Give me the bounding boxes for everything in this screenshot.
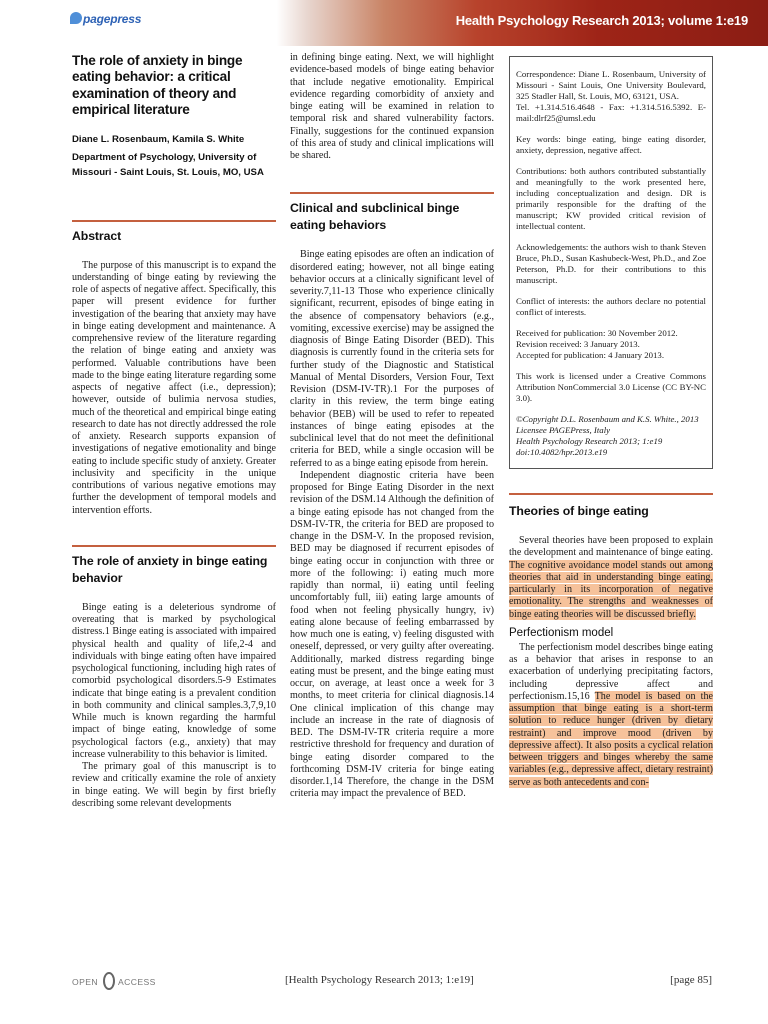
open-access-lock-icon [103, 972, 115, 990]
section-divider [290, 192, 494, 194]
highlighted-text: The cognitive avoidance model stands out among theories that aid in understanding binge eating, particularly in its incorporation of negative emotionality. The strengths and weaknesses of binge eating theories will be discussed briefly. [509, 559, 713, 620]
revision-date: Revision received: 3 January 2013. [516, 339, 640, 349]
abstract-text: The purpose of this manuscript is to expand the understanding of binge eating by reviewing the role of aspects of negative affect. Specifically, this paper will present evidence for further investigation of the bearing that anxiety may have in binge eating development and maintenance. A comprehensive review of the literature regarding the relation of binge eating and anxiety was performed. Valuable contributions have been made to the binge eating literature regarding some aspects of negative affect (i.e., depression); however, outside of bulimia nervosa studies, much of the theoretical and empirical binge eating research to date has not directly addressed the role of anxiety. Research supports expansion of investigations of negative emotionality and binge eating to include specific study of anxiety. Greater inclusivity and specificity in the unique contributions of various negative emotions may further the development of temporal models and intervention efforts. [72, 259, 276, 516]
paragraph: The primary goal of this manuscript is to review and critically examine the role of anxiety in binge eating. We will begin by first briefly describing some relevant developments [72, 761, 276, 809]
paragraph: Binge eating is a deleterious syndrome of overeating that is marked by psychological distress.1 Binge eating is associated with impaired physical health and quality of life,2-4 and individuals with binge eating often have impaired psychological functioning, including high rates of comorbid psychological disorders.5-9 Estimates indicate that binge eating is a prevalent condition in both community and clinical samples.3,7,9,10 While much is known regarding the harmful impact of binge eating, knowledge of some psychological factors (e.g., anxiety) that may increase vulnerability to this behavior is limited. [72, 601, 276, 760]
section-heading-clinical: Clinical and subclinical binge eating behaviors [290, 201, 460, 233]
accepted-date: Accepted for publication: 4 January 2013. [516, 350, 665, 360]
highlighted-text: The model is based on the assumption that binge eating is a short-term solution to reduce hunger (driven by dietary restraint) and improve mood (driven by depressive affect). It also posits a cyclical relation between triggers and binges whereby the same variables (e.g., depressive affect, dietary restraint) serve as both antecedents and con- [509, 690, 713, 788]
paragraph [509, 642, 713, 789]
section-divider [72, 545, 276, 547]
section-divider [72, 220, 276, 222]
keywords: Key words: binge eating, binge eating disorder, anxiety, depression, negative affect. [516, 134, 706, 155]
citation: Health Psychology Research 2013; 1:e19 [516, 436, 663, 446]
contact: Tel. +1.314.516.4648 - Fax: +1.314.516.5392. E-mail:dlrf25@umsl.edu [516, 102, 706, 123]
open-access-left: OPEN [72, 977, 98, 987]
paragraph: Independent diagnostic criteria have been proposed for Binge Eating Disorder in the next revision of the DSM.14 Although the definition of a binge eating episode has not changed from the DSM-IV-TR, the criteria for BED are proposed to change in the DSM-V. In the proposed revision, BED may be diagnosed if recurrent episodes of binge eating occur in conjunction with three or more of the following: i) eating much more rapidly than normal, ii) eating until feeling uncomfortably full, iii) eating large amounts of food when not feeling physically hungry, iv) eating alone because of feeling embarrassed by how much one is eating, v) feeling disgusted with oneself, depressed, or very guilty after overeating. Additionally, marked distress regarding binge eating must be present, and the binge eating must occur, on average, at least once a week for 3 months, to meet criteria for clinical diagnosis.14 One clinical implication of this change may include an increase in the rate of diagnosis of BED. The DSM-IV-TR criteria require a more restrictive threshold for frequency and duration of binge eating disorder compared to the forthcoming DSM-IV criteria for binge eating disorder.1,14 Therefore, the change in the DSM criteria may impact the prevalence of BED. [290, 469, 494, 800]
section-heading-role-of-anxiety: The role of anxiety in binge eating behavior [72, 553, 268, 585]
doi: doi:10.4082/hpr.2013.e19 [516, 447, 608, 457]
article-title: The role of anxiety in binge eating behavior: a critical examination of theory and empirical literature [72, 53, 243, 118]
contributions: Contributions: both authors contributed substantially and meaningfully to the work presented here, including conceptualization and design. DR is primarily responsible for the drafting of the manuscript; KW provided critical revision of intellectual content. [516, 166, 706, 231]
journal-header: Health Psychology Research 2013; volume 1:e19 [455, 13, 748, 28]
paragraph: Binge eating episodes are often an indication of disordered eating; however, not all binge eating behavior occurs at a clinically significant level of severity.7,11-13 Those who experience clinically significant, recurrent, episodes of binge eating in the absence of compensatory behaviors (e.g., vomiting, excessive exercise) may be assigned the diagnosis of Binge Eating Disorder (BED). This diagnosis is currently found in the criteria sets for further study of the Diagnostic and Statistical Manual of Mental Disorders, Version Four, Text Revision (DSM-IV-TR).1 For the purposes of clarity in this review, the term binge eating behavior (BEB) will be used to refer to repeated instances of binge eating episodes at the subclinical level that do not meet the definitional criteria for BED, while a single occasion will be referred to as a binge eating episode from herein. [290, 249, 494, 469]
section-divider [509, 493, 713, 495]
paragraph: in defining binge eating. Next, we will highlight evidence-based models of binge eating behavior that include negative emotionality. Empirical evidence regarding comorbidity of anxiety and binge eating will be examined in relation to temporal risk and shared vulnerability factors. Finally, suggestions for the continued expansion of this area of study and clinical implications will be shared. [290, 52, 494, 161]
text: The perfectionism model describes binge eating as a behavior that arises in response to an exacerbation of underlying precipitating factors, including depressive affect and perfectionism.15,16 [509, 641, 713, 702]
footer-citation: [Health Psychology Research 2013; 1:e19] [285, 974, 474, 986]
affiliation: Department of Psychology, University of Missouri - Saint Louis, St. Louis, MO, USA [72, 151, 264, 178]
licensee: Licensee PAGEPress, Italy [516, 425, 611, 435]
column-middle [290, 52, 494, 801]
abstract-heading: Abstract [72, 228, 122, 243]
correspondence: Correspondence: Diane L. Rosenbaum, University of Missouri - Saint Louis, One University Boulevard, 325 Stadler Hall, St. Louis, MO, 63121, USA. [516, 69, 706, 101]
open-access-logo [72, 972, 162, 992]
column-right [509, 52, 713, 789]
authors: Diane L. Rosenbaum, Kamila S. White [72, 133, 245, 145]
page-number: [page 85] [670, 974, 712, 986]
paragraph [509, 535, 713, 621]
column-left [72, 52, 276, 810]
acknowledgements: Acknowledgements: the authors wish to thank Steven Bruce, Ph.D., Susan Kashubeck-West, Ph.D., and Zoe Peterson, Ph.D. for their contributions to this manuscript. [516, 242, 706, 285]
header-banner [0, 0, 768, 46]
pagepress-logo-icon [70, 12, 82, 24]
subsection-heading-perfectionism: Perfectionism model [509, 626, 614, 639]
article-info-box [509, 56, 713, 469]
publisher-name: pagepress [83, 12, 142, 26]
open-access-right: ACCESS [118, 977, 156, 987]
copyright: ©Copyright D.L. Rosenbaum and K.S. White., 2013 [516, 414, 699, 424]
received-date: Received for publication: 30 November 2012. [516, 328, 678, 338]
text: Several theories have been proposed to explain the development and maintenance of binge eating. [509, 535, 713, 559]
pagepress-logo [70, 12, 180, 40]
section-heading-theories: Theories of binge eating [509, 504, 649, 518]
conflict-of-interests: Conflict of interests: the authors declare no potential conflict of interests. [516, 296, 706, 317]
license: This work is licensed under a Creative Commons Attribution NonCommercial 3.0 License (CC BY-NC 3.0). [516, 371, 706, 403]
